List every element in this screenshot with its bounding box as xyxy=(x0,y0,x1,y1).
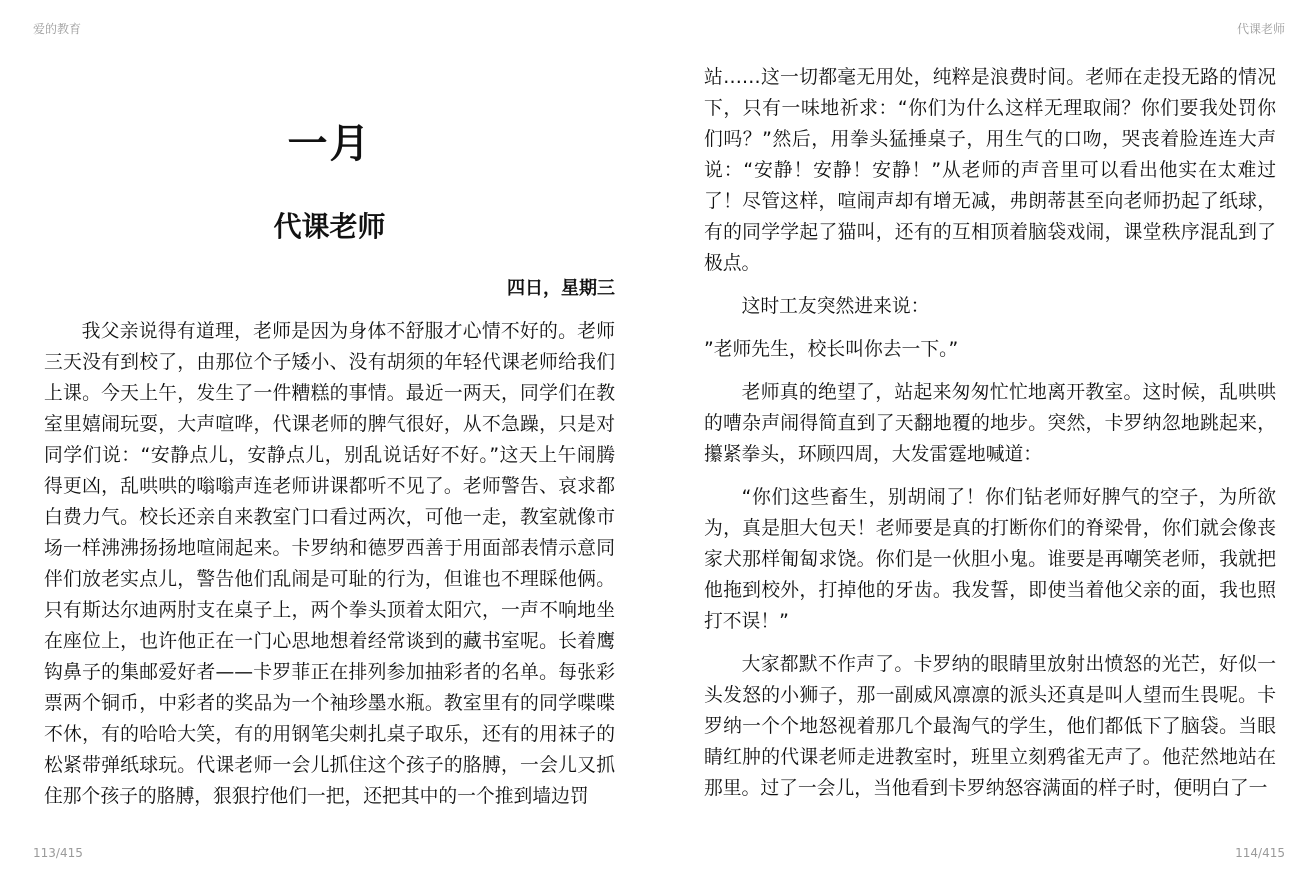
body-paragraph: 老师真的绝望了，站起来匆匆忙忙地离开教室。这时候，乱哄哄的嘈杂声闹得简直到了天翻地覆的地步。突然，卡罗纳忽地跳起来，攥紧拳头，环顾四周，大发雷霆地喊道： xyxy=(704,382,1276,465)
book-title-header: 爱的教育 xyxy=(33,22,82,36)
right-page-number: 114/415 xyxy=(1235,846,1285,860)
body-paragraph: 这时工友突然进来说： xyxy=(741,296,930,317)
left-page-number: 113/415 xyxy=(33,846,83,860)
right-page-body xyxy=(704,62,1276,804)
section-heading: 代课老师 xyxy=(273,210,386,243)
section-title-header: 代课老师 xyxy=(1236,22,1285,36)
body-paragraph: ”老师先生，校长叫你去一下。” xyxy=(704,339,959,360)
date-line: 四日，星期三 xyxy=(507,278,615,299)
body-paragraph: 大家都默不作声了。卡罗纳的眼睛里放射出愤怒的光芒，好似一头发怒的小狮子，那一副威风凛凛的派头还真是叫人望而生畏呢。卡罗纳一个个地怒视着那几个最淘气的学生，他们都低下了脑袋。当眼睛红肿的代课老师走进教室时，班里立刻鸦雀无声了。他茫然地站在那里。过了一会儿，当他看到卡罗纳怒容满面的样子时，便明白了一 xyxy=(704,654,1276,799)
chapter-heading: 一月 xyxy=(287,121,372,167)
left-page-body xyxy=(44,316,615,812)
body-paragraph: “你们这些畜生，别胡闹了！你们钻老师好脾气的空子，为所欲为，真是胆大包天！老师要是真的打断你们的脊梁骨，你们就会像丧家犬那样匍匐求饶。你们是一伙胆小鬼。谁要是再嘲笑老师，我就把他拖到校外，打掉他的牙齿。我发誓，即使当着他父亲的面，我也照打不误！” xyxy=(704,487,1276,632)
body-paragraph: 我父亲说得有道理，老师是因为身体不舒服才心情不好的。老师三天没有到校了，由那位个子矮小、没有胡须的年轻代课老师给我们上课。今天上午，发生了一件糟糕的事情。最近一两天，同学们在教室里嬉闹玩耍，大声喧哗，代课老师的脾气很好，从不急躁，只是对同学们说：“安静点儿，安静点儿，别乱说话好不好。”这天上午闹腾得更凶，乱哄哄的嗡嗡声连老师讲课都听不见了。老师警告、哀求都白费力气。校长还亲自来教室门口看过两次，可他一走，教室就像市场一样沸沸扬扬地喧闹起来。卡罗纳和德罗西善于用面部表情示意同伴们放老实点儿，警告他们乱闹是可耻的行为，但谁也不理睬他俩。只有斯达尔迪两肘支在桌子上，两个拳头顶着太阳穴，一声不响地坐在座位上，也许他正在一门心思地想着经常谈到的藏书室呢。长着鹰钩鼻子的集邮爱好者——卡罗菲正在排列参加抽彩者的名单。每张彩票两个铜币，中彩者的奖品为一个袖珍墨水瓶。教室里有的同学喋喋不休，有的哈哈大笑，有的用钢笔尖刺扎桌子取乐，还有的用袜子的松紧带弹纸球玩。代课老师一会儿抓住这个孩子的胳膊，一会儿又抓住那个孩子的胳膊，狠狠拧他们一把，还把其中的一个推到墙边罚 xyxy=(44,321,615,807)
body-paragraph-continued: 站……这一切都毫无用处，纯粹是浪费时间。老师在走投无路的情况下，只有一味地祈求：“你们为什么这样无理取闹？你们要我处罚你们吗？”然后，用拳头猛捶桌子，用生气的口吻，哭丧着脸连连大声说：“安静！安静！安静！”从老师的声音里可以看出他实在太难过了！尽管这样，喧闹声却有增无减，弗朗蒂甚至向老师扔起了纸球，有的同学学起了猫叫，还有的互相顶着脑袋戏闹，课堂秩序混乱到了极点。 xyxy=(704,67,1276,274)
